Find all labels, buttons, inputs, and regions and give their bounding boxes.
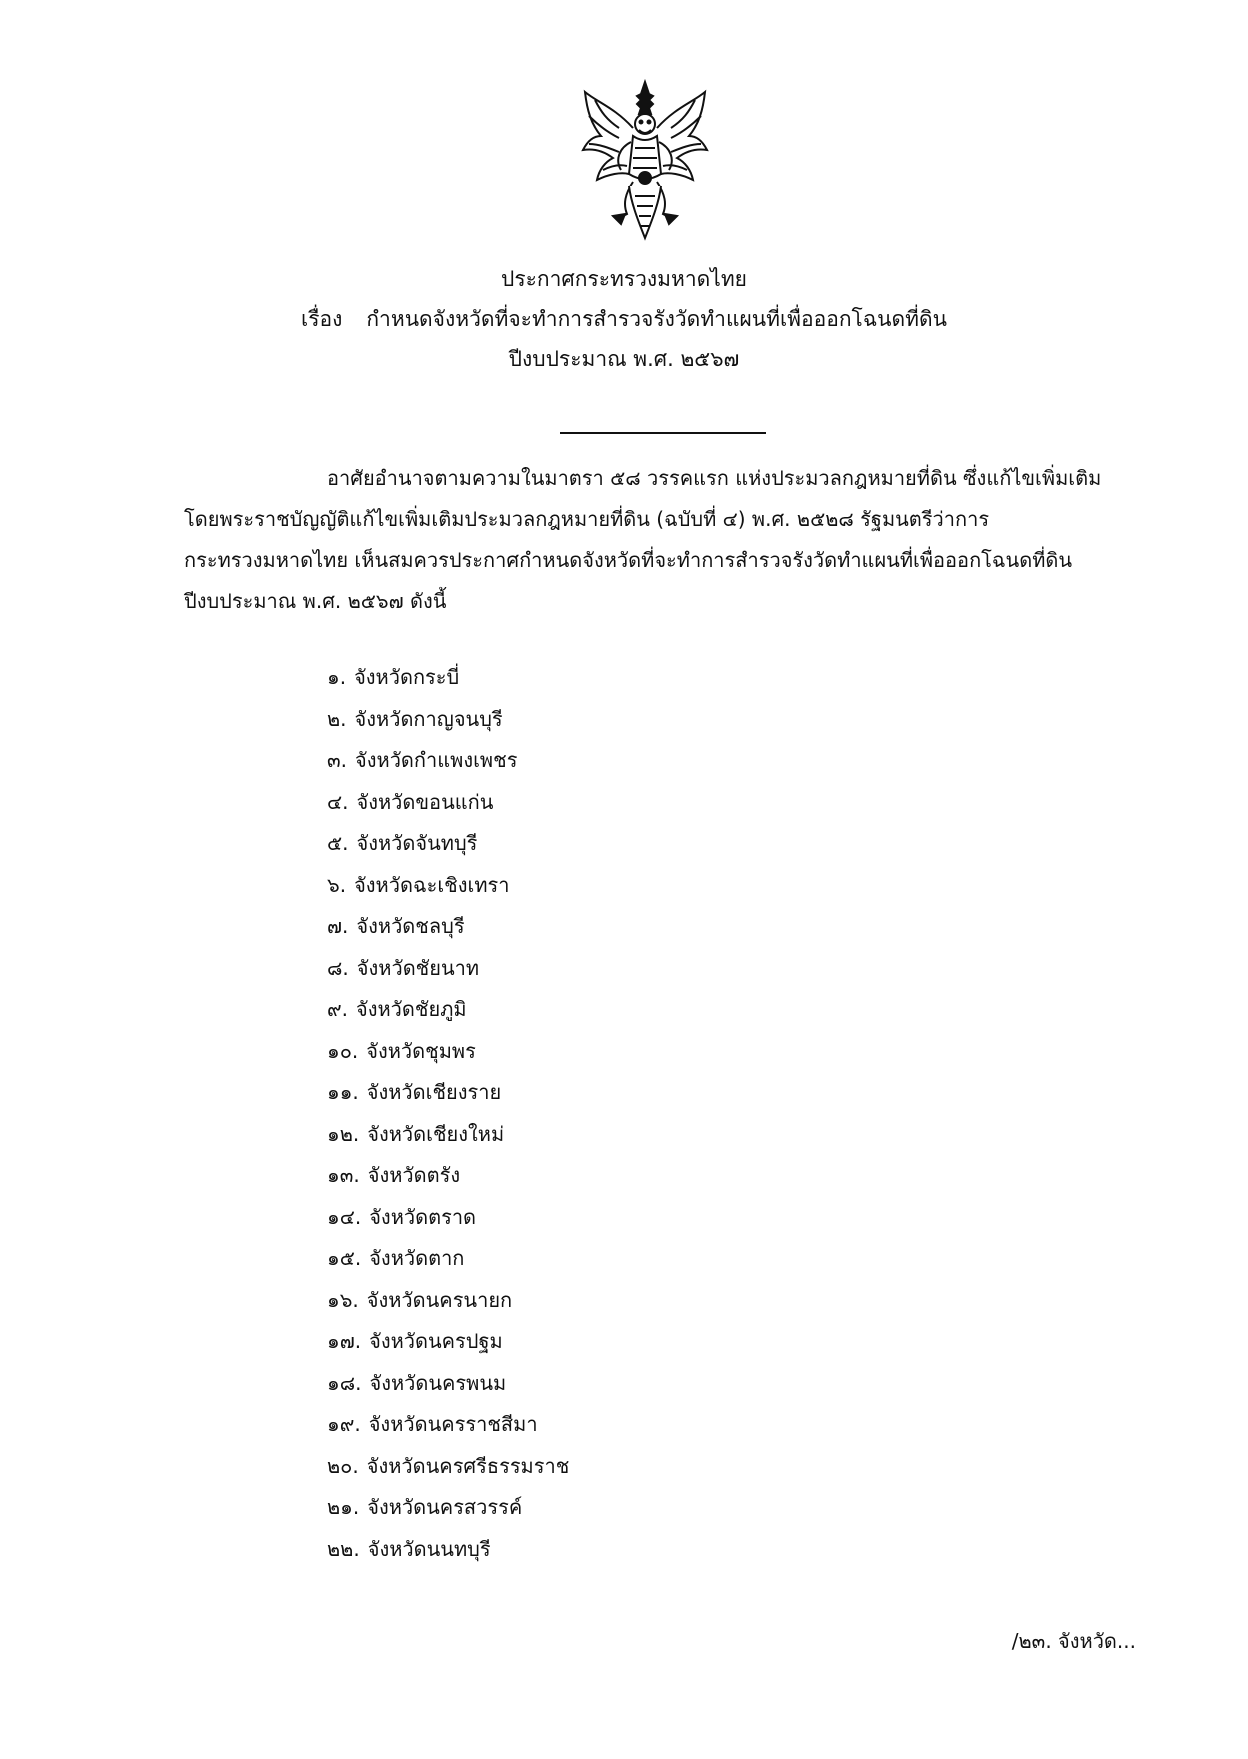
list-item — [327, 906, 569, 948]
list-item — [327, 1404, 569, 1446]
list-item-number: ๒๒. — [327, 1536, 360, 1561]
list-item-name: จังหวัดขอนแก่น — [356, 789, 494, 814]
announcement-title: ประกาศกระทรวงมหาดไทย — [501, 267, 747, 291]
list-item — [327, 740, 569, 782]
list-item-name: จังหวัดเชียงราย — [366, 1080, 502, 1104]
list-item-number: ๑๑. — [327, 1080, 359, 1104]
fiscal-year: ปีงบประมาณ พ.ศ. ๒๕๖๗ — [508, 347, 740, 371]
list-item-name: จังหวัดชัยนาท — [356, 955, 480, 980]
page-continuation: /๒๓. จังหวัด... — [1011, 1629, 1136, 1653]
list-item-name: จังหวัดกาญจนบุรี — [354, 706, 503, 731]
list-item — [327, 1280, 569, 1322]
list-item-name: จังหวัดกระบี่ — [354, 665, 460, 689]
list-item-number: ๑๓. — [327, 1163, 360, 1187]
list-item — [327, 1238, 569, 1280]
list-item-name: จังหวัดกำแพงเพชร — [355, 748, 518, 772]
list-item — [327, 1197, 569, 1239]
list-item — [327, 865, 569, 907]
list-item-number: ๘. — [327, 955, 349, 980]
list-item — [327, 782, 569, 824]
list-item-number: ๑๔. — [327, 1204, 362, 1229]
list-item-number: ๕. — [327, 831, 349, 855]
list-item — [327, 1072, 569, 1114]
list-item-name: จังหวัดนครพนม — [369, 1370, 507, 1395]
list-item-name: จังหวัดชลบุรี — [356, 914, 465, 938]
list-item — [327, 1321, 569, 1363]
subject-label: เรื่อง — [301, 307, 343, 331]
announcement-subject — [0, 304, 1248, 334]
list-item-name: จังหวัดนครสวรรค์ — [367, 1495, 523, 1519]
list-item-number: ๑๖. — [327, 1287, 359, 1312]
province-list — [327, 657, 569, 1570]
list-item-name: จังหวัดจันทบุรี — [356, 831, 478, 855]
body-line-3: กระทรวงมหาดไทย เห็นสมควรประกาศกำหนดจังหวัดที่จะทำการสำรวจรังวัดทำแผนที่เพื่อออกโฉนดที่ดิน — [184, 548, 1073, 572]
list-item-number: ๒. — [327, 706, 347, 731]
list-item — [327, 1155, 569, 1197]
list-item-name: จังหวัดตรัง — [367, 1163, 461, 1187]
list-item-name: จังหวัดฉะเชิงเทรา — [354, 872, 510, 897]
list-item-name: จังหวัดนครนายก — [366, 1287, 513, 1312]
body-line-2: โดยพระราชบัญญัติแก้ไขเพิ่มเติมประมวลกฎหมายที่ดิน (ฉบับที่ ๔) พ.ศ. ๒๕๒๘ รัฐมนตรีว่าการ — [184, 507, 990, 531]
list-item — [327, 1529, 569, 1571]
list-item — [327, 657, 569, 699]
list-item-number: ๔. — [327, 789, 349, 814]
list-item-number: ๑๗. — [327, 1329, 362, 1353]
list-item-number: ๑. — [327, 665, 347, 689]
list-item-name: จังหวัดนครราชสีมา — [368, 1412, 538, 1436]
list-item — [327, 989, 569, 1031]
list-item-name: จังหวัดเชียงใหม่ — [367, 1121, 505, 1146]
list-item-number: ๙. — [327, 997, 349, 1021]
list-item-name: จังหวัดตราด — [369, 1204, 477, 1229]
list-item — [327, 948, 569, 990]
list-item-name: จังหวัดชุมพร — [366, 1038, 476, 1063]
list-item — [327, 1446, 569, 1488]
list-item-number: ๑๙. — [327, 1412, 361, 1436]
list-item-number: ๓. — [327, 748, 348, 772]
title-divider — [560, 432, 766, 434]
list-item — [327, 1363, 569, 1405]
list-item-name: จังหวัดชัยภูมิ — [356, 997, 467, 1021]
list-item-number: ๒๑. — [327, 1495, 360, 1519]
subject-text: กำหนดจังหวัดที่จะทำการสำรวจรังวัดทำแผนที่เพื่อออกโฉนดที่ดิน — [366, 307, 947, 331]
garuda-emblem-icon — [575, 78, 715, 248]
list-item-number: ๑๘. — [327, 1370, 362, 1395]
list-item-number: ๑๐. — [327, 1038, 359, 1063]
list-item-number: ๗. — [327, 914, 349, 938]
list-item — [327, 699, 569, 741]
list-item — [327, 1031, 569, 1073]
list-item — [327, 1114, 569, 1156]
list-item — [327, 823, 569, 865]
list-item-name: จังหวัดตาก — [369, 1246, 465, 1270]
list-item-number: ๖. — [327, 872, 347, 897]
list-item-number: ๒๐. — [327, 1453, 359, 1478]
list-item-name: จังหวัดนครศรีธรรมราช — [366, 1453, 570, 1478]
list-item-number: ๑๒. — [327, 1121, 360, 1146]
list-item-name: จังหวัดนครปฐม — [369, 1329, 503, 1353]
list-item-name: จังหวัดนนทบุรี — [367, 1536, 491, 1561]
body-line-4: ปีงบประมาณ พ.ศ. ๒๕๖๗ ดังนี้ — [184, 589, 447, 613]
body-line-1: อาศัยอำนาจตามความในมาตรา ๕๘ วรรคแรก แห่งประมวลกฎหมายที่ดิน ซึ่งแก้ไขเพิ่มเติม — [327, 466, 1102, 490]
list-item — [327, 1487, 569, 1529]
list-item-number: ๑๕. — [327, 1246, 362, 1270]
